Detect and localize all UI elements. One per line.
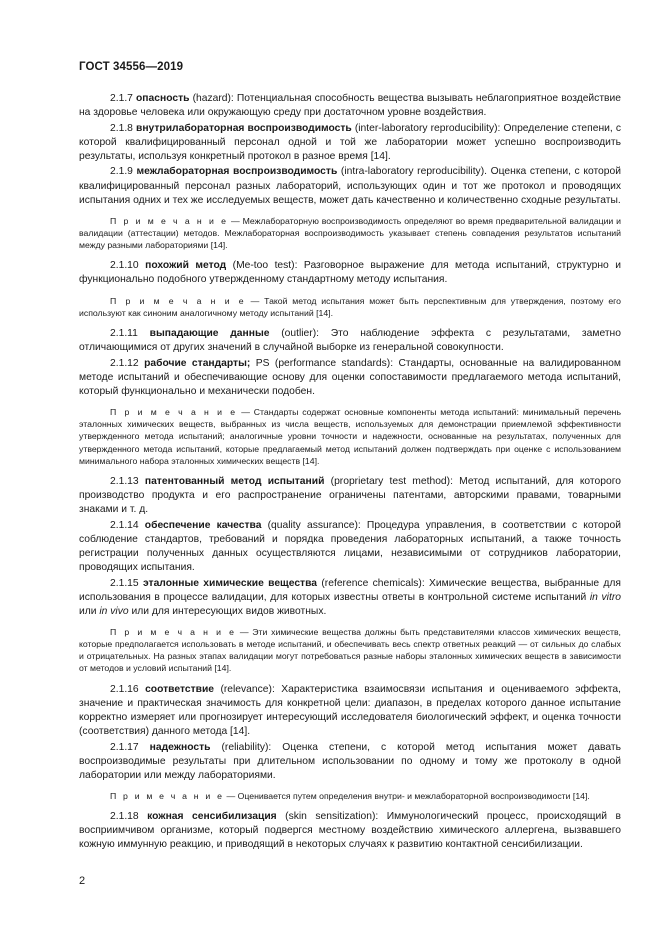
term-entry [79, 357, 621, 399]
note-text: — Стандарты содержат основные компоненты метода испытаний: минимальный перечень эталонных химических веществ, выбранных из числа веществ, используемых для демонстрации приемлемой эффективности утвержденного метода испытаний; аналогичные уровни точности и надежности, основанные на результатах, полученных для утвержденного метода испытаний, которые предлагаемый метод испытаний должен подтверждать при оценке с использованием минимального набора эталонных химических веществ [14]. [79, 406, 621, 466]
term-name: межлабораторная воспроизводимость [136, 166, 338, 178]
term-definition: Разговорное выражение для метода испытаний, структурно и функционально подобного утвержденному стандартному методу испытания. [79, 260, 621, 286]
term-definition: или для интересующих видов животных. [131, 605, 327, 617]
term-number: 2.1.10 [110, 260, 139, 272]
term-entry [79, 475, 621, 517]
term-definition: Определение степени, с которой квалифицированный персонал одной и той же лаборатории может успешно воспроизводить результаты, используя конкретный протокол в разное время [14]. [79, 122, 621, 162]
term-italic: in vitro [589, 591, 621, 603]
term-english: (reliability): [221, 741, 272, 753]
term-english: (quality assurance): [267, 519, 361, 531]
term-english: (outlier): [281, 327, 319, 339]
note-label: П р и м е ч а н и е [110, 215, 229, 226]
note-label: П р и м е ч а н и е [110, 406, 238, 417]
term-english: (skin sensitization): [285, 811, 379, 823]
term-name: надежность [149, 741, 211, 753]
page-number: 2 [79, 875, 86, 887]
term-italic: in vivo [99, 605, 129, 617]
term-number: 2.1.9 [110, 166, 133, 178]
term-definition: Химические вещества, выбранные для использования в процессе валидации, для которых известны ответы в контрольной системе испытаний [79, 577, 621, 603]
note [79, 295, 621, 319]
term-number: 2.1.8 [110, 122, 133, 134]
term-english: (intra-laboratory reproducibility). [340, 166, 487, 178]
term-name: патентованный метод испытаний [144, 475, 325, 487]
term-name: рабочие стандарты; [144, 357, 251, 369]
term-entry [79, 519, 621, 575]
term-number: 2.1.14 [110, 519, 139, 531]
term-entry [79, 327, 621, 355]
term-number: 2.1.18 [110, 811, 139, 823]
term-entry [79, 810, 621, 852]
note [79, 215, 621, 252]
term-english: (Me-too test): [232, 260, 298, 272]
term-english: (inter-laboratory reproducibility): [354, 122, 501, 134]
term-number: 2.1.7 [110, 93, 133, 104]
note [79, 790, 621, 802]
term-entry [79, 122, 621, 164]
term-number: 2.1.13 [110, 475, 139, 487]
term-name: внутрилабораторная воспроизводимость [135, 122, 352, 134]
term-entry [79, 577, 621, 619]
term-entry [79, 92, 621, 120]
document-header: ГОСТ 34556—2019 [79, 61, 184, 73]
note-text: — Межлабораторную воспроизводимость определяют во время предварительной валидации и валидации (аттестации) методов. Межлабораторная воспроизводимость указывает степень совпадения результатов испытаний между разными лабораториями [14]. [79, 215, 622, 251]
term-definition: Метод испытаний, для которого производство продукта и его распространение ограничены патентами, авторскими правами, товарными знаками и т. д. [79, 475, 621, 516]
term-name: эталонные химические вещества [142, 577, 318, 589]
term-name: кожная сенсибилизация [147, 811, 277, 823]
note-label: П р и м е ч а н и е [110, 790, 225, 801]
term-english: (reference chemicals): [321, 577, 425, 589]
term-definition: Процедура управления, в соответствии с которой соблюдение стандартов, требований и порядка проведения лабораторных испытаний, а также точность регистрации полученных данных осуществляются лицами, независимыми от сотрудников лаборатории, проводящих испытания. [79, 519, 621, 573]
term-number: 2.1.15 [110, 577, 139, 589]
term-english: (proprietary test method): [330, 475, 453, 487]
document-body [79, 92, 621, 854]
term-name: опасность [136, 93, 190, 104]
note-label: П р и м е ч а н и е [110, 295, 246, 306]
term-entry [79, 165, 621, 207]
term-definition: Оценка степени, с которой метод испытания может давать воспроизводимые результаты при длительном использовании по одному и тому же протоколу в одной лаборатории или между лабораториями. [79, 741, 621, 781]
term-english: (relevance): [220, 683, 275, 695]
term-name: выпадающие данные [149, 327, 270, 339]
note-text: — Оценивается путем определения внутри- и межлабораторной воспроизводимости [14]. [226, 790, 590, 801]
term-english: PS (performance standards): [255, 357, 394, 369]
term-number: 2.1.12 [110, 357, 139, 369]
term-number: 2.1.11 [110, 327, 138, 339]
term-definition: Стандарты, основанные на валидированном методе испытаний и обеспечивающие основу для оценки сопоставимости предлагаемого метода испытаний, который функционально и механически подобен. [79, 357, 621, 397]
term-definition: Оценка степени, с которой квалифицированный персонал разных лабораторий, использующих один и тот же протокол и проводящих испытания одних и тех же исследуемых веществ, может дать качественно и количественно сходные результаты. [79, 166, 621, 206]
note [79, 626, 621, 675]
term-entry [79, 741, 621, 783]
note-text: — Эти химические вещества должны быть представителями классов химических веществ, которые предполагается использовать в методе испытаний, и обеспечивать весь спектр ответных реакций — от сильных до слабых и отрицательных. На разных этапах валидации могут потребоваться разные наборы эталонных химических веществ в зависимости от методов и условий испытаний [14]. [79, 626, 621, 674]
note [79, 406, 621, 467]
term-definition: Потенциальная способность вещества вызывать неблагоприятное воздействие на здоровье человека или окружающую среду при достаточном уровне воздействия. [79, 93, 621, 119]
term-name: похожий метод [145, 260, 227, 272]
term-number: 2.1.17 [110, 741, 139, 753]
term-name: соответствие [145, 683, 215, 695]
term-definition: Иммунологический процесс, происходящий в восприимчивом организме, который подвергся местному воздействию химического аллергена, вызвавшего кожную иммунную реакцию, и приводящий в некоторых случаях к развитию контактной сенсибилизации. [79, 811, 621, 851]
note-text: — Такой метод испытания может быть перспективным для утверждения, поэтому его используют как синоним аналогичному методу испытаний [14]. [79, 295, 621, 318]
term-definition: или [79, 605, 97, 617]
term-english: (hazard): [192, 93, 234, 104]
note-label: П р и м е ч а н и е [110, 626, 237, 637]
term-definition: Характеристика взаимосвязи испытания и оцениваемого эффекта, значение и практическая значимость для конкретной цели: диапазон, в пределах которого данное испытание корректно измеряет или прогнозирует интересующий исследователя биологический эффект, и оценка точности (соответствия) данного метода [14]. [79, 683, 621, 737]
term-entry [79, 259, 621, 287]
term-entry [79, 683, 621, 739]
term-name: обеспечение качества [144, 519, 262, 531]
term-definition: Это наблюдение эффекта с результатами, заметно отличающимися от других значений в случайной выборке из генеральной совокупности. [79, 327, 621, 354]
term-number: 2.1.16 [110, 683, 139, 695]
